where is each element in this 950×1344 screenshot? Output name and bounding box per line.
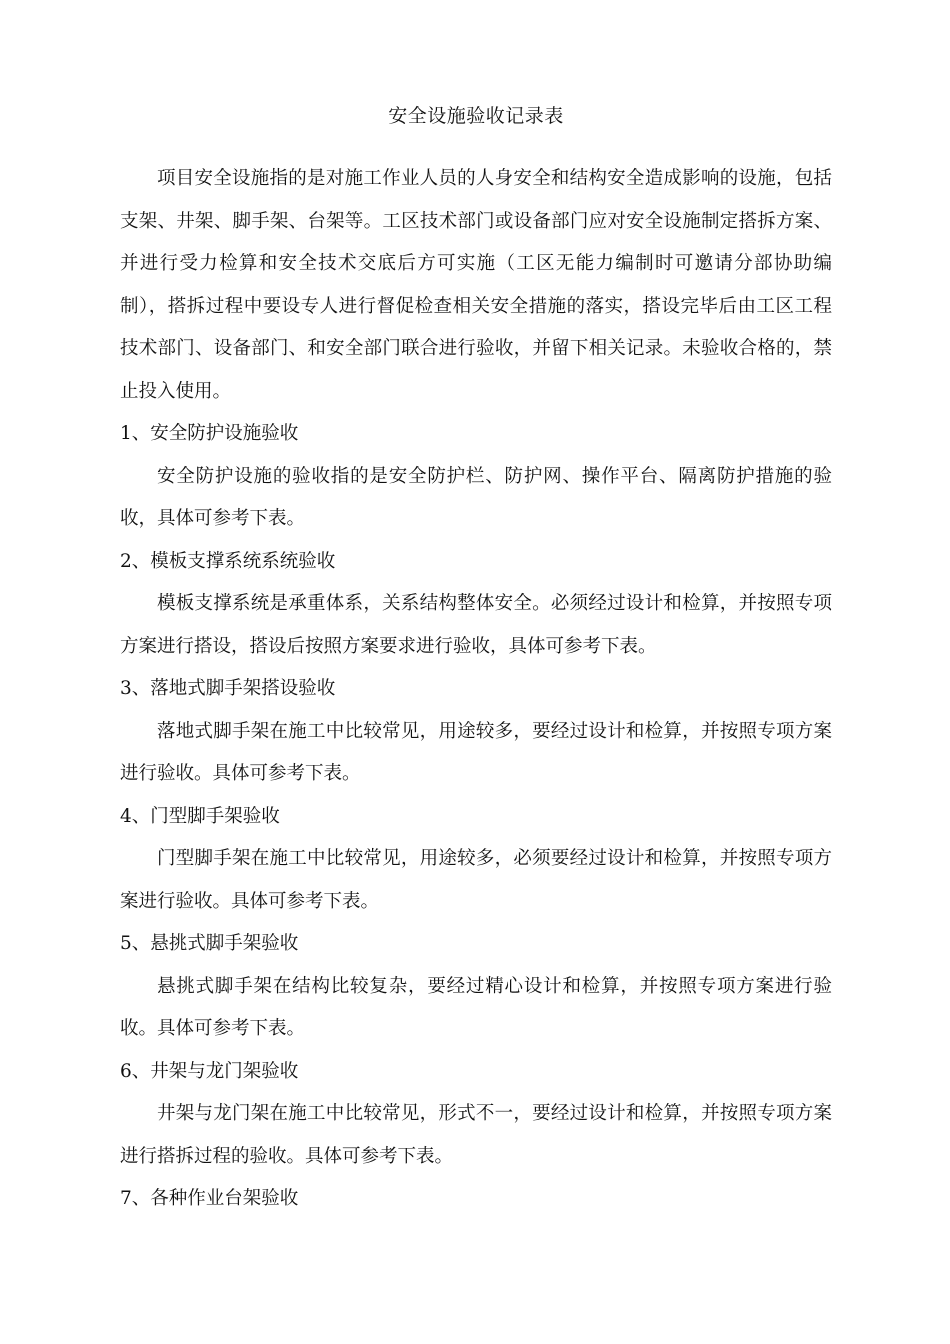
document-page	[120, 96, 832, 1221]
section-body: 井架与龙门架在施工中比较常见，形式不一，要经过设计和检算，并按照专项方案进行搭拆过程的验收。具体可参考下表。	[120, 1103, 832, 1167]
section-6	[120, 1051, 832, 1179]
section-5	[120, 923, 832, 1051]
section-heading: 1、安全防护设施验收	[120, 423, 299, 444]
section-2	[120, 541, 832, 669]
intro-paragraph: 项目安全设施指的是对施工作业人员的人身安全和结构安全造成影响的设施，包括支架、井架、脚手架、台架等。工区技术部门或设备部门应对安全设施制定搭拆方案、并进行受力检算和安全技术交底后方可实施（工区无能力编制时可邀请分部协助编制），搭拆过程中要设专人进行督促检查相关安全措施的落实，搭设完毕后由工区工程技术部门、设备部门、和安全部门联合进行验收，并留下相关记录。未验收合格的，禁止投入使用。	[120, 168, 832, 402]
section-7	[120, 1178, 832, 1221]
section-heading: 4、门型脚手架验收	[120, 805, 280, 827]
section-body: 悬挑式脚手架在结构比较复杂，要经过精心设计和检算，并按照专项方案进行验收。具体可参考下表。	[120, 975, 832, 1039]
section-4	[120, 796, 832, 924]
section-3	[120, 668, 832, 796]
section-1	[120, 413, 832, 541]
section-heading: 6、井架与龙门架验收	[120, 1060, 299, 1082]
section-body: 门型脚手架在施工中比较常见，用途较多，必须要经过设计和检算，并按照专项方案进行验收。具体可参考下表。	[120, 848, 832, 912]
section-heading: 5、悬挑式脚手架验收	[120, 933, 299, 954]
section-heading: 2、模板支撑系统系统验收	[120, 550, 336, 572]
section-body: 模板支撑系统是承重体系，关系结构整体安全。必须经过设计和检算，并按照专项方案进行搭设，搭设后按照方案要求进行验收，具体可参考下表。	[120, 593, 832, 657]
document-title: 安全设施验收记录表	[388, 105, 564, 127]
section-heading: 3、落地式脚手架搭设验收	[120, 678, 336, 699]
section-body: 安全防护设施的验收指的是安全防护栏、防护网、操作平台、隔离防护措施的验收，具体可参考下表。	[120, 465, 832, 529]
section-body: 落地式脚手架在施工中比较常见，用途较多，要经过设计和检算，并按照专项方案进行验收。具体可参考下表。	[120, 720, 832, 784]
section-heading: 7、各种作业台架验收	[120, 1188, 299, 1209]
